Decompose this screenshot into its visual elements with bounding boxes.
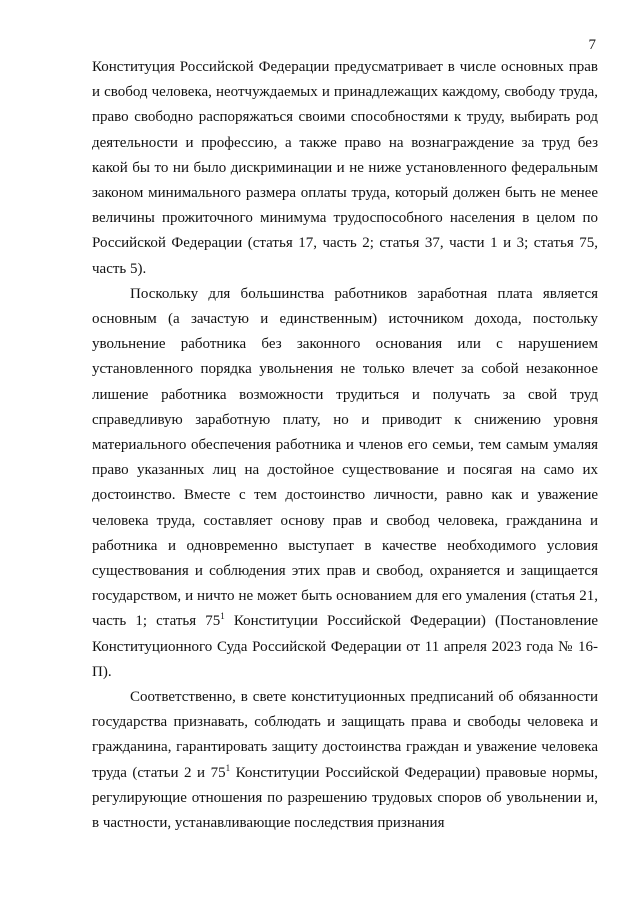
paragraph-1 (92, 55, 598, 282)
paragraph-2-text-part-2: Конституции Российской Федерации) (Постановление Конституционного Суда Российской Федерации от 11 апреля 2023 года № 16-П). (92, 613, 599, 680)
paragraph-2-superscript: 1 (220, 611, 225, 622)
paragraph-1-text: Конституция Российской Федерации предусматривает в числе основных прав и свобод человека, неотчуждаемых и принадлежащих каждому, свободу труда, право свободно распоряжаться своими способностями к труду, выбирать род деятельности и профессию, а также право на вознаграждение за труд без какой бы то ни было дискриминации и не ниже установленного федеральным законом минимального размера оплаты труда, который должен быть не менее величины прожиточного минимума трудоспособного населения в целом по Российской Федерации (статья 17, часть 2; статья 37, части 1 и 3; статья 75, часть 5). (92, 59, 598, 277)
page-number: 7 (588, 37, 596, 53)
paragraph-2-text-part-1: Поскольку для большинства работников заработная плата является основным (а зачастую и единственным) источником дохода, постольку увольнение работника без законного основания или с нарушением установленного порядка увольнения не только влечет за собой незаконное лишение работника возможности трудиться и получать за свой труд справедливую заработную плату, но и приводит к снижению уровня материального обеспечения работника и членов его семьи, тем самым умаляя право указанных лиц на достойное существование и посягая на само их достоинство. Вместе с тем достоинство личности, равно как и уважение человека труда, составляет основу прав и свобод человека, гражданина и работника и одновременно выступает в качестве необходимого условия существования и соблюдения этих прав и свобод, охраняется и защищается государством, и ничто не может быть основанием для его умаления (статья 21, часть 1; статья 75 (92, 285, 598, 630)
paragraph-2 (92, 282, 598, 685)
paragraph-3 (92, 685, 598, 836)
paragraph-3-superscript: 1 (225, 762, 231, 773)
document-body (92, 55, 598, 836)
paragraph-3-text-part-2: Конституции Российской Федерации) правовые нормы, регулирующие отношения по разрешению трудовых споров об увольнении и, в частности, устанавливающие последствия признания (92, 764, 599, 832)
paragraph-3-text-part-1: Соответственно, в свете конституционных предписаний об обязанности государства признавать, соблюдать и защищать права и свободы человека и гражданина, гарантировать защиту достоинства граждан и уважение человека труда (статьи 2 и 75 (92, 689, 598, 781)
